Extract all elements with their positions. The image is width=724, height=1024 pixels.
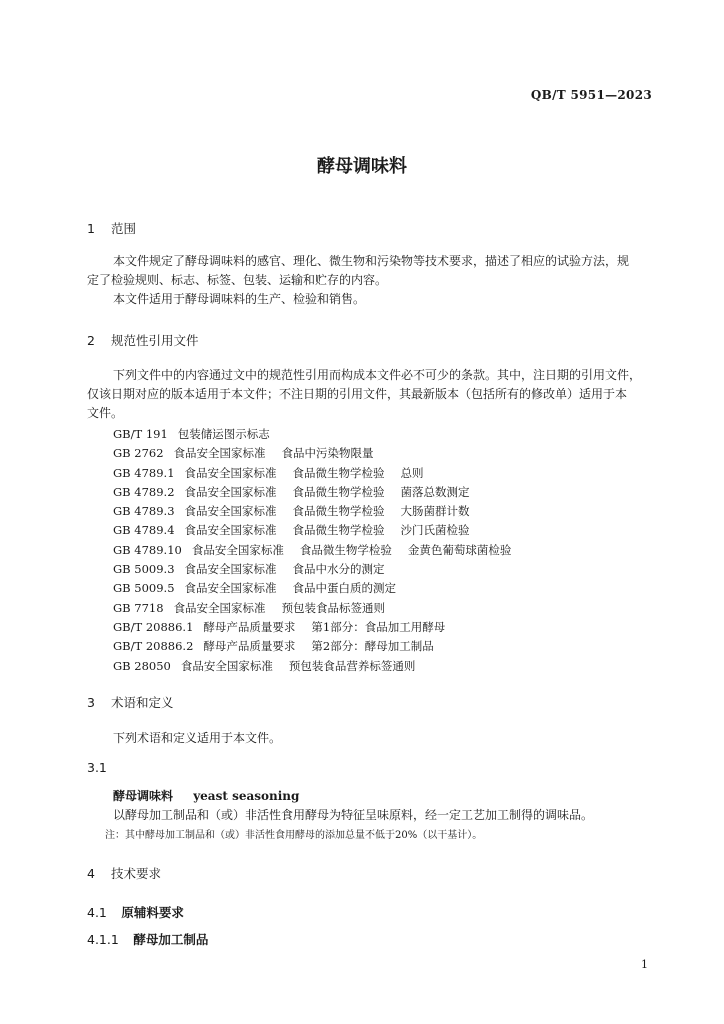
- section-number: 4: [87, 866, 95, 881]
- reference-code: GB 5009.5: [113, 581, 175, 596]
- refs-intro-line-1: 下列文件中的内容通过文中的规范性引用而构成本文件必不可少的条款。其中，注日期的引用文件，: [113, 368, 642, 382]
- refs-intro-line-3: 文件。: [87, 406, 124, 420]
- reference-title-part-1: 食品安全国家标准: [180, 658, 273, 673]
- section-title: 技术要求: [110, 866, 161, 881]
- clause-4-1-heading: [87, 903, 184, 921]
- reference-title-part-2: 预包装食品标签通则: [281, 600, 386, 615]
- reference-title-part-1: 酵母产品质量要求: [203, 639, 296, 654]
- reference-title-part-3: 金黄色葡萄球菌检验: [407, 542, 512, 557]
- reference-code: GB 4789.1: [113, 465, 175, 480]
- reference-item: [113, 464, 511, 483]
- reference-item: [113, 521, 511, 540]
- reference-item: [113, 599, 511, 618]
- section-4-heading: [87, 864, 161, 882]
- reference-title-part-1: 食品安全国家标准: [184, 504, 277, 519]
- reference-code: GB/T 20886.2: [113, 639, 194, 654]
- term-entry: [113, 787, 299, 804]
- section-2-heading: [87, 331, 199, 349]
- term-english: yeast seasoning: [193, 789, 300, 803]
- clause-title: 原辅料要求: [121, 905, 184, 920]
- reference-code: GB 4789.2: [113, 484, 175, 499]
- reference-code: GB 7718: [113, 600, 164, 615]
- reference-item: [113, 483, 511, 502]
- reference-code: GB 4789.3: [113, 504, 175, 519]
- reference-item: [113, 560, 511, 579]
- reference-item: [113, 425, 511, 444]
- reference-item: [113, 579, 511, 598]
- reference-title-part-1: 食品安全国家标准: [184, 562, 277, 577]
- reference-title-part-2: 食品微生物学检验: [292, 523, 385, 538]
- reference-title-part-2: 食品微生物学检验: [299, 542, 392, 557]
- reference-code: GB 4789.10: [113, 542, 182, 557]
- reference-code: GB 28050: [113, 658, 171, 673]
- reference-title-part-3: 大肠菌群计数: [400, 504, 470, 519]
- section-1-heading: [87, 219, 136, 237]
- reference-title-part-2: 食品微生物学检验: [292, 504, 385, 519]
- normative-references-paragraph: [87, 366, 657, 423]
- reference-title-part-2: 食品中蛋白质的测定: [292, 581, 397, 596]
- reference-title-part-1: 包装储运图示标志: [177, 427, 270, 441]
- reference-title-part-2: 第2部分：酵母加工制品: [311, 639, 434, 654]
- clause-3-1-number: 3.1: [87, 760, 107, 775]
- section-title: 范围: [110, 221, 136, 236]
- reference-title-part-1: 食品安全国家标准: [184, 523, 277, 538]
- reference-code: GB 5009.3: [113, 562, 175, 577]
- section-title: 术语和定义: [110, 695, 174, 710]
- reference-item: [113, 657, 511, 676]
- clause-title: 酵母加工制品: [133, 932, 209, 947]
- clause-number: 4.1: [87, 905, 107, 920]
- clause-4-1-1-heading: [87, 930, 208, 948]
- reference-title-part-2: 第1部分：食品加工用酵母: [311, 619, 446, 634]
- reference-title-part-1: 食品安全国家标准: [184, 484, 277, 499]
- scope-line-3: 本文件适用于酵母调味料的生产、检验和销售。: [113, 292, 366, 306]
- scope-line-1: 本文件规定了酵母调味料的感官、理化、微生物和污染物等技术要求，描述了相应的试验方法，规: [113, 254, 630, 268]
- reference-title-part-1: 食品安全国家标准: [184, 465, 277, 480]
- scope-paragraph: [87, 252, 657, 309]
- reference-code: GB 4789.4: [113, 523, 175, 538]
- page-number: 1: [641, 958, 648, 971]
- term-chinese: 酵母调味料: [113, 789, 174, 803]
- reference-item: [113, 541, 511, 560]
- terms-intro: 下列术语和定义适用于本文件。: [113, 731, 282, 745]
- section-title: 规范性引用文件: [110, 333, 199, 348]
- reference-title-part-1: 食品安全国家标准: [184, 581, 277, 596]
- reference-title-part-3: 菌落总数测定: [400, 484, 470, 499]
- reference-title-part-1: 食品安全国家标准: [173, 600, 266, 615]
- section-number: 3: [87, 695, 95, 710]
- reference-item: [113, 502, 511, 521]
- reference-title-part-2: 预包装食品营养标签通则: [288, 658, 416, 673]
- reference-title-part-2: 食品微生物学检验: [292, 484, 385, 499]
- document-title: 酵母调味料: [317, 156, 407, 177]
- refs-intro-line-2: 仅该日期对应的版本适用于本文件；不注日期的引用文件，其最新版本（包括所有的修改单）适用于本: [87, 387, 628, 401]
- scope-line-2: 定了检验规则、标志、标签、包装、运输和贮存的内容。: [87, 273, 388, 287]
- reference-item: [113, 618, 511, 637]
- reference-title-part-3: 沙门氏菌检验: [400, 523, 470, 538]
- reference-code: GB 2762: [113, 446, 164, 461]
- reference-title-part-1: 食品安全国家标准: [191, 542, 284, 557]
- term-note: 注：其中酵母加工制品和（或）非活性食用酵母的添加总量不低于20%（以干基计）。: [105, 830, 483, 841]
- standard-code: QB/T 5951—2023: [530, 88, 652, 102]
- section-number: 1: [87, 221, 95, 236]
- reference-title-part-1: 食品安全国家标准: [173, 446, 266, 461]
- reference-item: [113, 444, 511, 463]
- reference-title-part-2: 食品微生物学检验: [292, 465, 385, 480]
- reference-code: GB/T 20886.1: [113, 619, 194, 634]
- reference-code: GB/T 191: [113, 427, 168, 441]
- term-definition: 以酵母加工制品和（或）非活性食用酵母为特征呈味原料，经一定工艺加工制得的调味品。: [113, 808, 594, 822]
- section-3-heading: [87, 693, 174, 711]
- clause-number: 4.1.1: [87, 932, 119, 947]
- reference-title-part-2: 食品中污染物限量: [281, 446, 374, 461]
- reference-list: [113, 425, 511, 676]
- reference-title-part-2: 食品中水分的测定: [292, 562, 385, 577]
- reference-title-part-1: 酵母产品质量要求: [203, 619, 296, 634]
- reference-item: [113, 637, 511, 656]
- section-number: 2: [87, 333, 95, 348]
- reference-title-part-3: 总则: [400, 465, 424, 480]
